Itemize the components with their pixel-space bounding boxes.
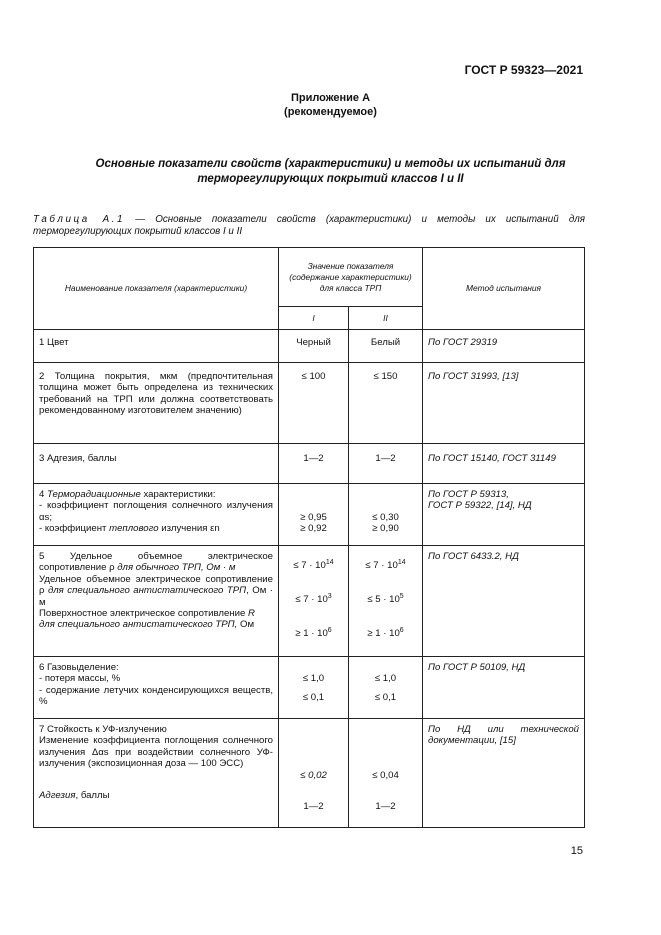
value-line: ≥ 0,90 (372, 523, 399, 535)
table-caption (33, 214, 585, 238)
row-name: 2 Толщина покрытия, мкм (предпочтительная толщина может быть определена из технических требований на ТРП или должна соответствовать рекомендованному изготовителем значению) (34, 363, 279, 444)
row-subitem-rest: излучения εn (158, 523, 220, 535)
value-line: 1—2 (303, 801, 324, 812)
standard-number: ГОСТ Р 59323—2021 (464, 63, 583, 77)
row-line-rest: Ом (239, 619, 255, 631)
title-line-2: терморегулирующих покрытий классов I и II (197, 173, 464, 185)
row-line: 6 Газовыделение: (39, 662, 119, 673)
value-line: 1—2 (375, 801, 396, 812)
row-line: 7 Стойкость к УФ-излучению (39, 724, 167, 735)
header-name: Наименование показателя (характеристики) (34, 248, 279, 330)
caption-text: — Основные показатели свойств (характеристики) и методы их испытаний для терморегулирующих покрытий классов I и II (33, 214, 585, 237)
value-line: ≤ 7 · 10 (365, 560, 398, 571)
row-value-2 (349, 546, 423, 657)
row-line: Поверхностное электрическое сопротивление (39, 608, 246, 620)
row-name (34, 484, 279, 546)
row-method: По ГОСТ 15140, ГОСТ 31149 (423, 444, 585, 484)
value-exponent: 14 (397, 558, 406, 566)
row-line-italic: для специального антистатического ТРП (44, 585, 247, 597)
table-row (34, 657, 585, 719)
row-value-2 (349, 484, 423, 546)
value-line: ≤ 0,30 (372, 512, 399, 523)
row-method (423, 484, 585, 546)
row-subitem: - коэффициент (39, 523, 110, 535)
row-value-1: 1—2 (279, 444, 349, 484)
header-class-1: I (279, 307, 349, 330)
row-name: 3 Адгезия, баллы (34, 444, 279, 484)
row-line-rest: , Ом · м (39, 585, 273, 608)
row-subitem: - коэффициент поглощения солнечного излучения αs; (39, 500, 273, 523)
row-value-2: Белый (349, 330, 423, 363)
value-line: ≤ 1,0 (374, 673, 397, 684)
header-method: Метод испытания (423, 248, 585, 330)
value-line: ≤ 0,02 (300, 770, 327, 781)
header-value: Значение показателя (содержание характеристики) для класса ТРП (279, 248, 423, 307)
table-row (34, 719, 585, 828)
row-name (34, 719, 279, 828)
row-value-2 (349, 657, 423, 719)
value-exponent: 5 (399, 592, 404, 600)
row-method: По ГОСТ Р 50109, НД (423, 657, 585, 719)
row-value-2: ≤ 150 (349, 363, 423, 444)
value-exponent: 6 (327, 626, 332, 634)
row-method: По НД или технической документации, [15] (423, 719, 585, 828)
annex-title: Приложение А (290, 92, 371, 104)
table-row (34, 546, 585, 657)
row-subitem: Изменение коэффициента поглощения солнечного излучения Δαs при воздействии солнечного УФ-излучения (экспозиционная доза — 100 ЭСС) (39, 735, 273, 770)
value-line: ≥ 1 · 10 (295, 628, 328, 639)
row-value-1 (279, 484, 349, 546)
value-line: ≤ 5 · 10 (367, 594, 400, 605)
method-line: По ГОСТ Р 59313, (428, 489, 509, 500)
annex-type: (рекомендуемое) (284, 106, 377, 118)
method-line: ГОСТ Р 59322, [14], НД (428, 500, 532, 512)
value-line: ≤ 0,04 (372, 770, 399, 781)
row-line: Удельное объемное электрическое сопротивление ρ (39, 573, 273, 597)
row-subitem-italic: Адгезия (39, 789, 76, 801)
row-value-2: 1—2 (349, 444, 423, 484)
table-header-row (34, 248, 585, 307)
page-number: 15 (570, 845, 583, 857)
value-exponent: 14 (325, 558, 334, 566)
value-exponent: 6 (399, 626, 404, 634)
row-method: По ГОСТ 31993, [13] (423, 363, 585, 444)
row-subitem-rest: , баллы (75, 789, 110, 801)
value-exponent: 3 (327, 592, 332, 600)
row-value-1 (279, 657, 349, 719)
row-name (34, 546, 279, 657)
row-number: 4 (39, 489, 48, 500)
table-row (34, 330, 585, 363)
value-line: ≤ 0,1 (302, 692, 325, 703)
caption-label: Таблица А.1 (33, 214, 126, 225)
table-row (34, 363, 585, 444)
row-line-italic: для обычного ТРП, Ом · м (114, 562, 236, 574)
value-line: ≤ 7 · 10 (293, 560, 326, 571)
value-line: ≤ 1,0 (302, 673, 325, 684)
row-name-rest: характеристики: (140, 489, 216, 500)
value-line: ≤ 7 · 10 (295, 594, 328, 605)
document-title (60, 157, 601, 187)
annex-heading (0, 91, 661, 119)
row-method: По ГОСТ 6433.2, НД (423, 546, 585, 657)
value-line: ≥ 0,92 (300, 523, 327, 535)
row-line: 5 Удельное объемное электрическое сопротивление ρ (39, 551, 273, 574)
value-line: ≥ 0,95 (300, 512, 327, 523)
row-subitem-italic: теплового (109, 523, 159, 535)
row-subitem: - содержание летучих конденсирующихся веществ, % (39, 684, 273, 708)
row-method: По ГОСТ 29319 (423, 330, 585, 363)
row-value-1 (279, 719, 349, 828)
title-line-1: Основные показатели свойств (характеристики) и методы их испытаний для (95, 158, 566, 170)
value-line: ≥ 1 · 10 (367, 628, 400, 639)
table-row (34, 484, 585, 546)
row-value-1 (279, 546, 349, 657)
table-row (34, 444, 585, 484)
header-class-2: II (349, 307, 423, 330)
row-name: 1 Цвет (34, 330, 279, 363)
row-name (34, 657, 279, 719)
row-value-2 (349, 719, 423, 828)
row-value-1: Черный (279, 330, 349, 363)
row-value-1: ≤ 100 (279, 363, 349, 444)
row-line-italic: R для специального антистатического ТРП, (39, 608, 255, 631)
row-subitem: - потеря массы, % (39, 673, 121, 685)
value-line: ≤ 0,1 (374, 692, 397, 703)
row-name-italic: Терморадиационные (47, 489, 141, 500)
properties-table (33, 247, 585, 828)
